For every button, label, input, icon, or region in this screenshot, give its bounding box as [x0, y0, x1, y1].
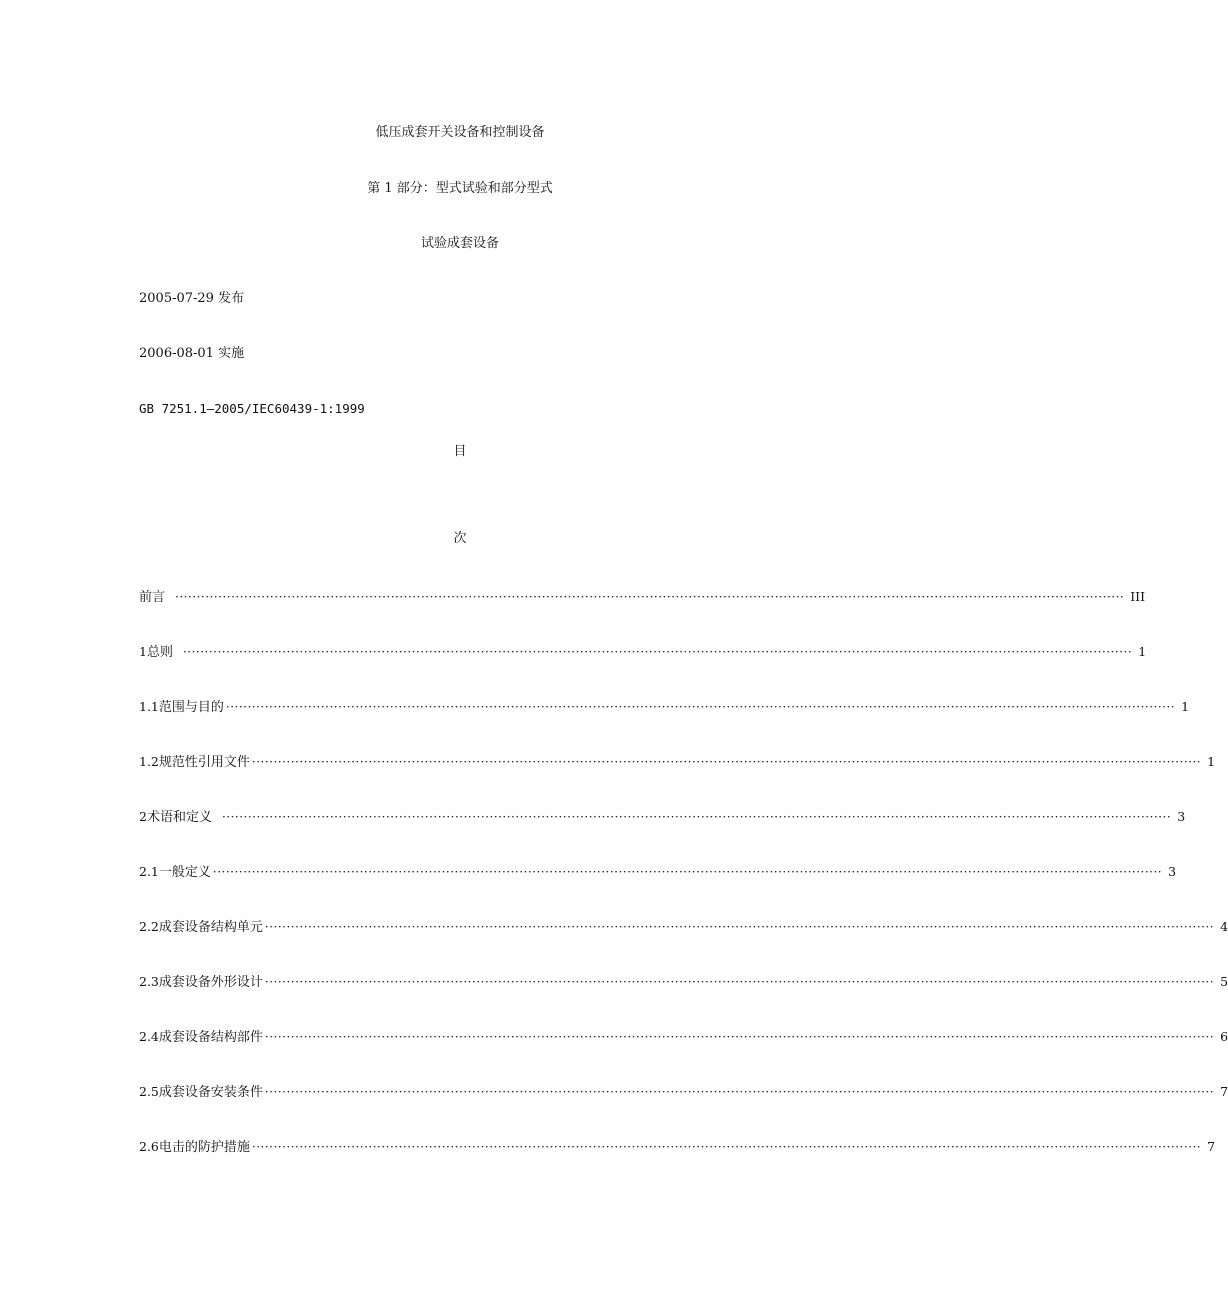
toc-entry-number: 2.2	[139, 919, 159, 934]
toc-entry-page: 7	[1220, 1084, 1228, 1099]
toc-entry-page: 1	[1138, 644, 1147, 659]
toc-entry-page: 7	[1207, 1139, 1216, 1154]
toc-entry[interactable]	[139, 971, 1228, 990]
toc-entry[interactable]	[139, 806, 1186, 825]
toc-entry-page: 3	[1177, 809, 1186, 824]
toc-leader-dots: ····························································································································································································································	[182, 645, 1133, 659]
toc-entry-title: 总则	[146, 645, 173, 660]
toc-entry-title: 电击的防护措施	[158, 1140, 250, 1155]
toc-entry-number: 2.4	[139, 1029, 159, 1044]
toc-entry-page: 5	[1220, 974, 1228, 989]
toc-entry-title: 成套设备外形设计	[158, 975, 263, 990]
toc-entry-number: 2.6	[139, 1139, 159, 1154]
toc-entry[interactable]	[139, 586, 1146, 605]
implementation-date: 2006-08-01 实施	[139, 346, 245, 361]
document-title: 低压成套开关设备和控制设备	[375, 125, 545, 140]
toc-entry-title: 前言	[139, 590, 166, 605]
toc-leader-dots: ····························································································································································································································	[251, 1140, 1202, 1154]
toc-entry-title: 成套设备安装条件	[158, 1085, 263, 1100]
document-subtitle-continued: 试验成套设备	[420, 236, 499, 251]
toc-entry-page: 1	[1181, 699, 1190, 714]
toc-leader-dots: ····························································································································································································································	[175, 590, 1125, 604]
toc-entry[interactable]	[139, 916, 1228, 935]
toc-leader-dots: ····························································································································································································································	[264, 1030, 1215, 1044]
standard-code: GB 7251.1—2005/IEC60439-1:1999	[139, 401, 365, 416]
toc-entry-title: 成套设备结构单元	[158, 920, 263, 935]
toc-entry-title: 范围与目的	[158, 700, 224, 715]
toc-heading-char-1: 目	[453, 444, 467, 459]
document-subtitle: 第 1 部分：型式试验和部分型式	[367, 181, 553, 196]
toc-leader-dots: ····························································································································································································································	[264, 975, 1215, 989]
toc-heading-char-2: 次	[453, 531, 467, 546]
toc-entry-title: 一般定义	[158, 865, 211, 880]
toc-leader-dots: ····························································································································································································································	[221, 810, 1172, 824]
toc-entry-page: 4	[1220, 919, 1228, 934]
toc-entry-number: 1.2	[139, 754, 159, 769]
toc-leader-dots: ····························································································································································································································	[225, 700, 1176, 714]
toc-leader-dots: ····························································································································································································································	[264, 1085, 1215, 1099]
toc-leader-dots: ····························································································································································································································	[264, 920, 1215, 934]
toc-entry-title: 术语和定义	[146, 810, 212, 825]
publish-date: 2005-07-29 发布	[139, 291, 245, 306]
toc-entry[interactable]	[139, 1136, 1216, 1155]
toc-entry-page: 1	[1207, 754, 1216, 769]
toc-entry[interactable]	[139, 751, 1216, 770]
toc-leader-dots: ····························································································································································································································	[251, 755, 1202, 769]
toc-entry-page: 6	[1220, 1029, 1228, 1044]
toc-entry-number: 2.5	[139, 1084, 159, 1099]
toc-entry-number: 2.1	[139, 864, 159, 879]
toc-leader-dots: ····························································································································································································································	[212, 865, 1163, 879]
toc-entry-page: III	[1130, 589, 1146, 604]
toc-entry[interactable]	[139, 696, 1190, 715]
toc-entry-number: 1	[139, 644, 147, 659]
toc-entry[interactable]	[139, 861, 1177, 880]
toc-entry-title: 成套设备结构部件	[158, 1030, 263, 1045]
toc-entry-number: 2	[139, 809, 147, 824]
toc-entry-title: 规范性引用文件	[158, 755, 250, 770]
toc-entry[interactable]	[139, 1081, 1228, 1100]
toc-entry[interactable]	[139, 1026, 1228, 1045]
toc-entry-page: 3	[1168, 864, 1177, 879]
toc-entry[interactable]	[139, 641, 1147, 660]
toc-entry-number: 1.1	[139, 699, 159, 714]
toc-entry-number: 2.3	[139, 974, 159, 989]
